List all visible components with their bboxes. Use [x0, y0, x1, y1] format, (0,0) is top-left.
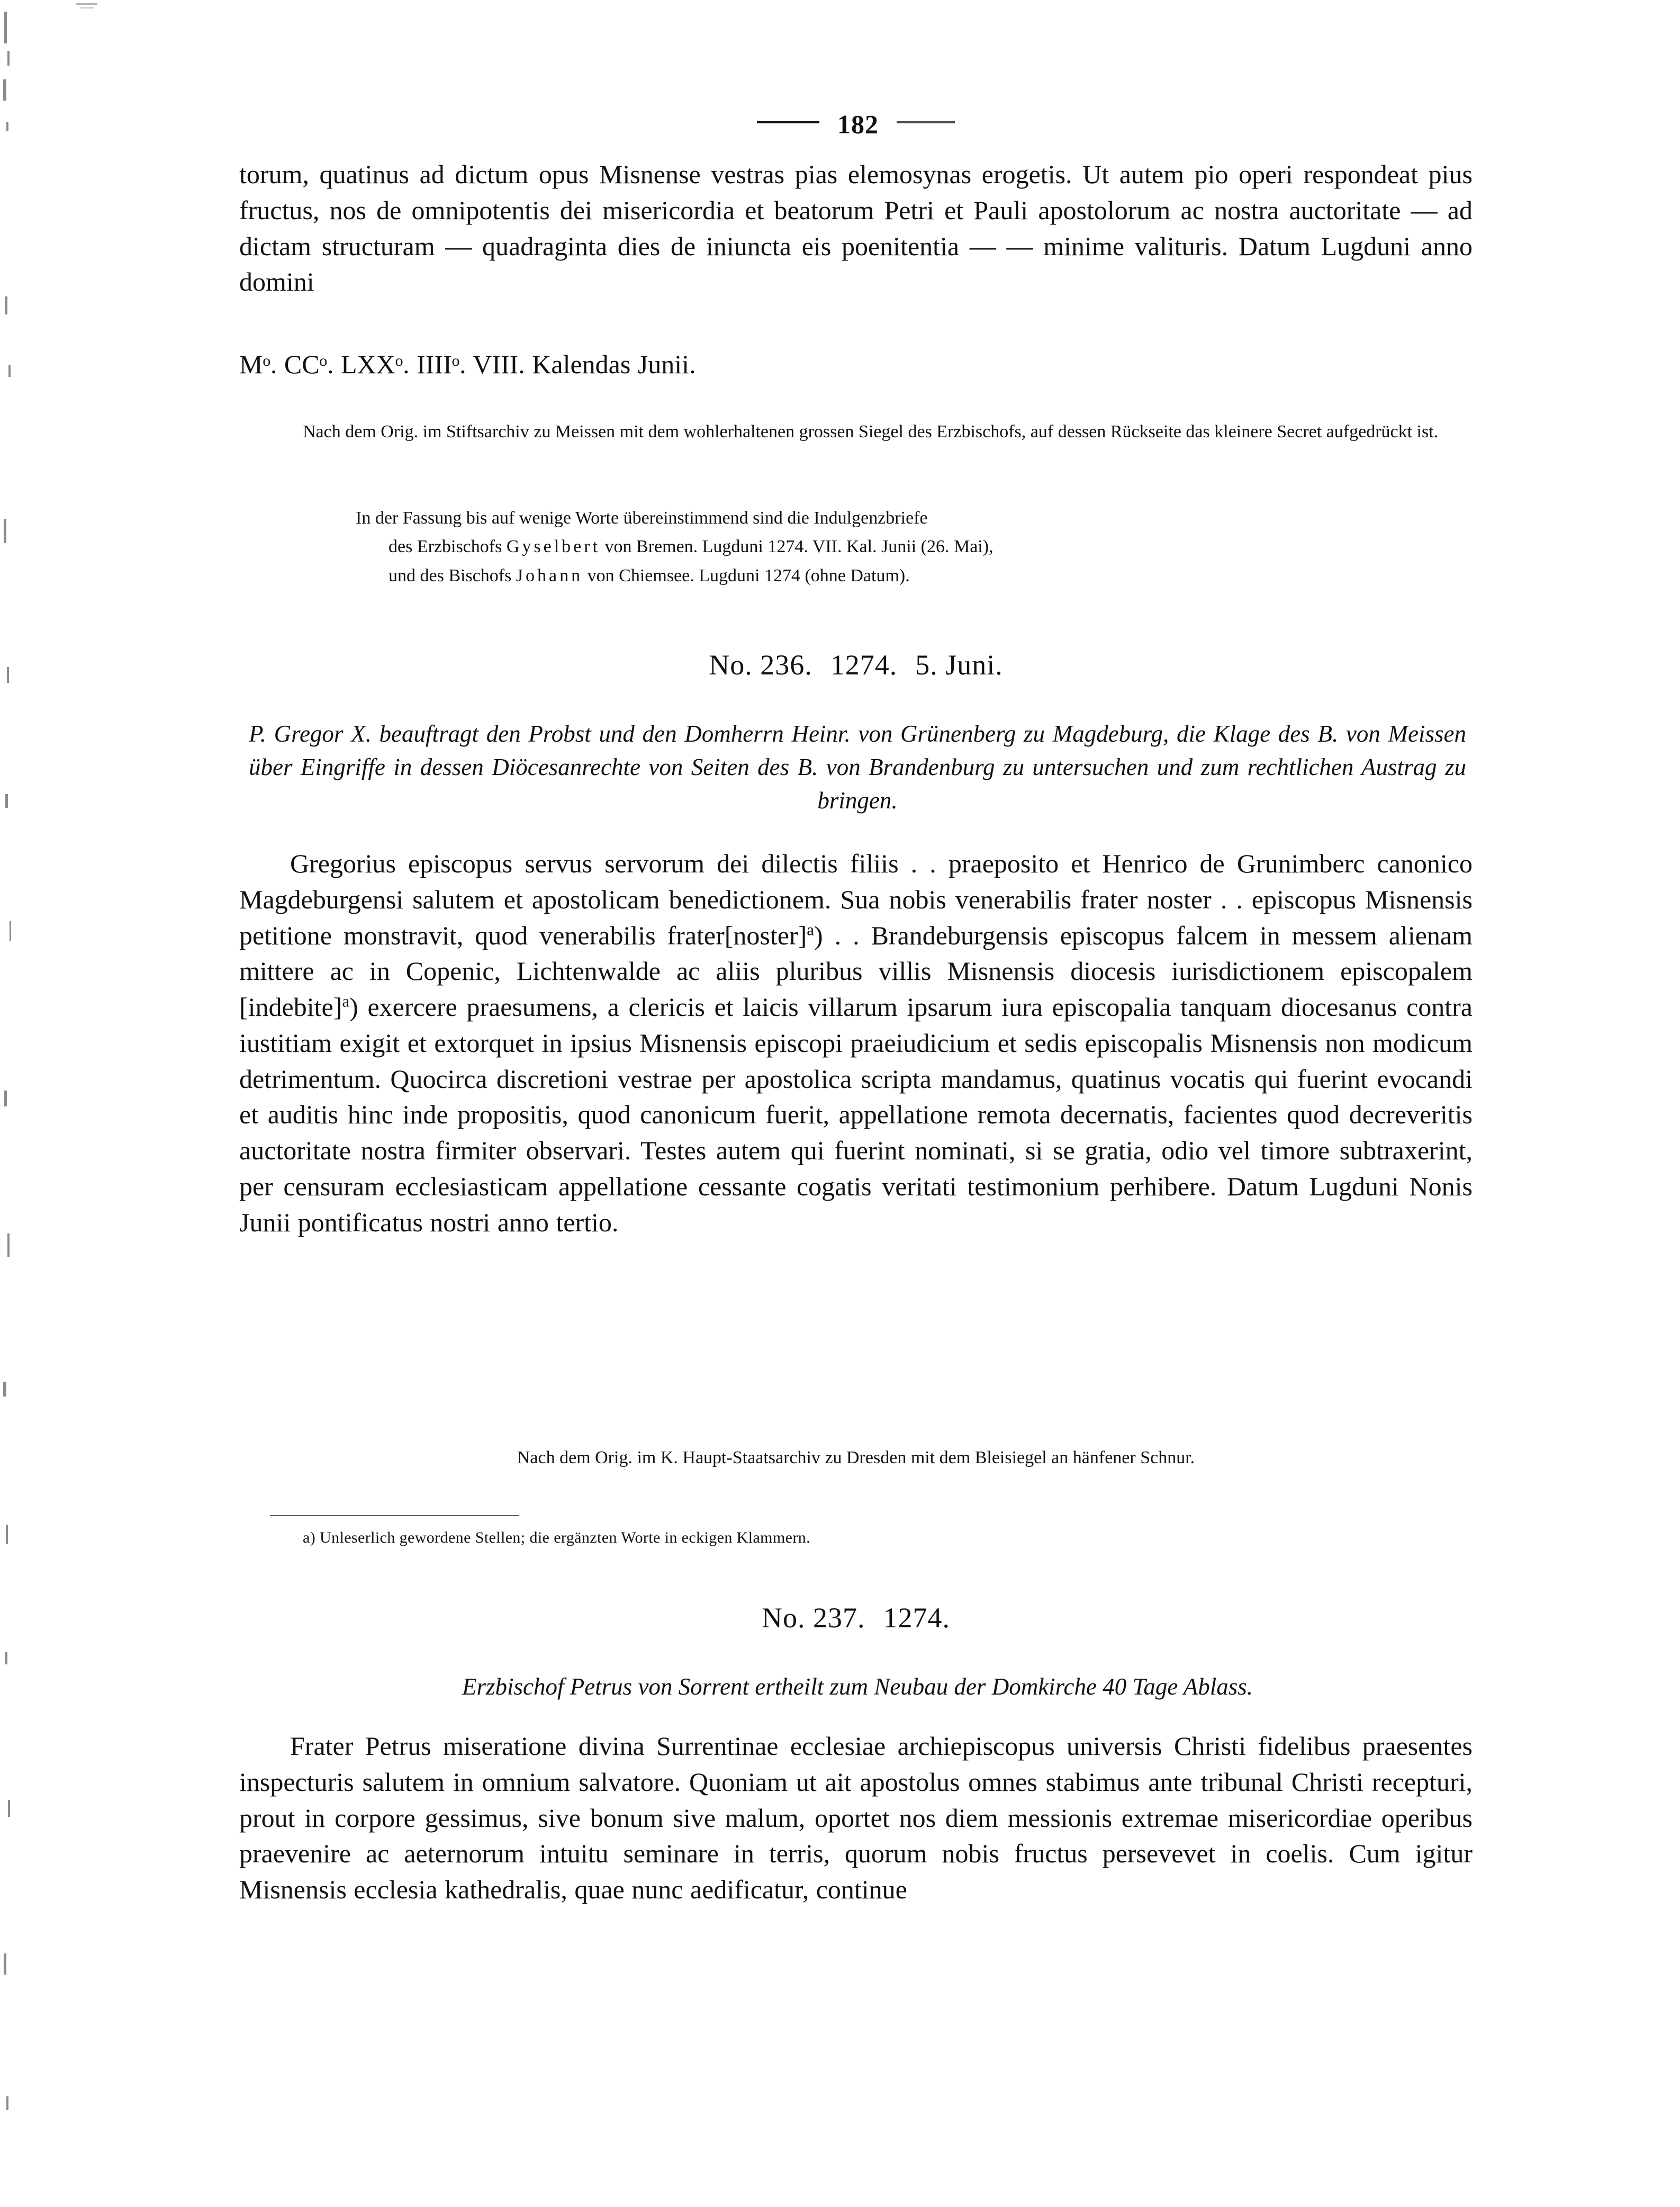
page-folio-header	[239, 106, 1473, 140]
concordance-line-3-prefix: und des Bischofs	[389, 565, 516, 585]
charter-236-year: 1274.	[830, 649, 898, 681]
concordance-line-2-name: Gyselbert	[506, 537, 601, 557]
charter-236-body-part1: Gregorius episcopus servus servorum dei dilectis filiis . . praeposito et Henrico de Grunimberc canonico Magdeburgensi salutem et apostolicam benedictionem. Sua nobis venerabilis frater noster . . episcopus Misnensis petitione monstravit, quod venerabilis frater[noster]	[239, 849, 1473, 950]
folio-rule-right	[897, 121, 955, 123]
charter-236-body-part3: ) exercere praesumens, a clericis et laicis villarum ipsarum iura episcopalia tanquam diocesanus contra iustitiam exigit et extorquet in ipsius Misnensis episcopi praeiudicium et sedis episcopalis Misnensis non modicum detrimentum. Quocirca discretioni vestrae per apostolica scripta mandamus, quatinus vocatis qui fuerint evocandi et auditis hinc inde propositis, quod canonicum fuerit, appellatione remota decernatis, facientes quod decreveritis auctoritate nostra firmiter observari. Testes autem qui fuerint nominati, si se gratia, odio vel timore subtraxerint, per censuram ecclesiasticam appellatione cessante cogatis veritati testimonium perhibere. Datum Lugduni Nonis Junii pontificatus nostri anno tertio.	[239, 992, 1473, 1237]
concordance-line-2	[356, 533, 1473, 561]
charter-237-regest: Erzbischof Petrus von Sorrent ertheilt zum Neubau der Domkirche 40 Tage Ablass.	[462, 1673, 1253, 1700]
continued-charter-body: torum, quatinus ad dictum opus Misnense vestras pias elemosynas erogetis. Ut autem pio operi respondeat pius fructus, nos de omnipotentis dei misericordia et beatorum Petri et Pauli apostolorum ac nostra auctoritate — ad dictam structuram — quadraginta dies de iniuncta eis poenitentia — — minime valituris. Datum Lugduni anno domini	[239, 159, 1473, 297]
footnote-marker-a1: a	[807, 920, 815, 939]
footnote-separator-rule	[270, 1515, 519, 1516]
charter-236-regest: P. Gregor X. beauftragt den Probst und den Domherrn Heinr. von Grünenberg zu Magdeburg, die Klage des B. von Meissen über Eingriffe in dessen Diöcesanrechte von Seiten des B. von Brandenburg zu untersuchen und zum rechtlichen Austrag zu bringen.	[249, 720, 1466, 814]
footnote-marker-a2: a	[342, 992, 350, 1011]
folio-rule-left	[757, 121, 819, 123]
concordance-block	[356, 504, 1473, 590]
concordance-line-3-suffix: von Chiemsee. Lugduni 1274 (ohne Datum).	[583, 565, 910, 585]
charter-236-heading	[239, 648, 1473, 681]
concordance-line-2-prefix: des Erzbischofs	[389, 537, 507, 557]
charter-236-date: 5. Juni.	[915, 649, 1003, 681]
charter-236-source-note: Nach dem Orig. im K. Haupt-Staatsarchiv zu Dresden mit dem Bleisiegel an hänfener Schnur.	[517, 1448, 1195, 1467]
charter-237-heading	[239, 1601, 1473, 1634]
charter-236-body	[239, 846, 1473, 1240]
concordance-line-2-suffix: von Bremen. Lugduni 1274. VII. Kal. Junii (26. Mai),	[600, 537, 993, 557]
scan-edge-artifacts	[0, 0, 18, 2207]
scan-speckle-top	[74, 0, 106, 32]
charter-237-body: Frater Petrus miseratione divina Surrentinae ecclesiae archiepiscopus universis Christi fidelibus praesentes inspecturis salutem in omnium salvatore. Quoniam ut ait apostolus omnes stabimus ante tribunal Christi recepturi, prout in corpore gessimus, sive bonum sive malum, oportet nos diem messionis extremae misericordiae operibus praevenire ac aeternorum intuitu seminare in terris, quorum nobis fructus persevevet in coelis. Cum igitur Misnensis ecclesia kathedralis, quae nunc aedificatur, continue	[239, 1731, 1473, 1904]
charter-236-body-part2: ) . . Brandeburgensis episcopus falcem in messem alienam mittere ac in Copenic, Lichtenwalde ac aliis pluribus villis Misnensis diocesis iurisdictionem episcopalem [indebite]	[239, 920, 1473, 1022]
folio-number: 182	[837, 109, 879, 139]
concordance-line-3	[356, 562, 1473, 590]
charter-236-footnote: a) Unleserlich gewordene Stellen; die ergänzten Worte in eckigen Klammern.	[303, 1529, 811, 1546]
charter-237-number: No. 237.	[762, 1602, 865, 1634]
continued-charter-dating-line: Mᵒ. CCᵒ. LXXᵒ. IIIIᵒ. VIII. Kalendas Junii.	[239, 349, 696, 379]
charter-236-number: No. 236.	[709, 649, 812, 681]
charter-237-year: 1274.	[883, 1602, 950, 1634]
continued-charter-source-note: Nach dem Orig. im Stiftsarchiv zu Meissen mit dem wohlerhaltenen grossen Siegel des Erzbischofs, auf dessen Rückseite das kleinere Secret aufgedrückt ist.	[303, 422, 1439, 442]
concordance-line-3-name: Johann	[516, 565, 583, 585]
concordance-line-1: In der Fassung bis auf wenige Worte übereinstimmend sind die Indulgenzbriefe	[356, 508, 928, 528]
